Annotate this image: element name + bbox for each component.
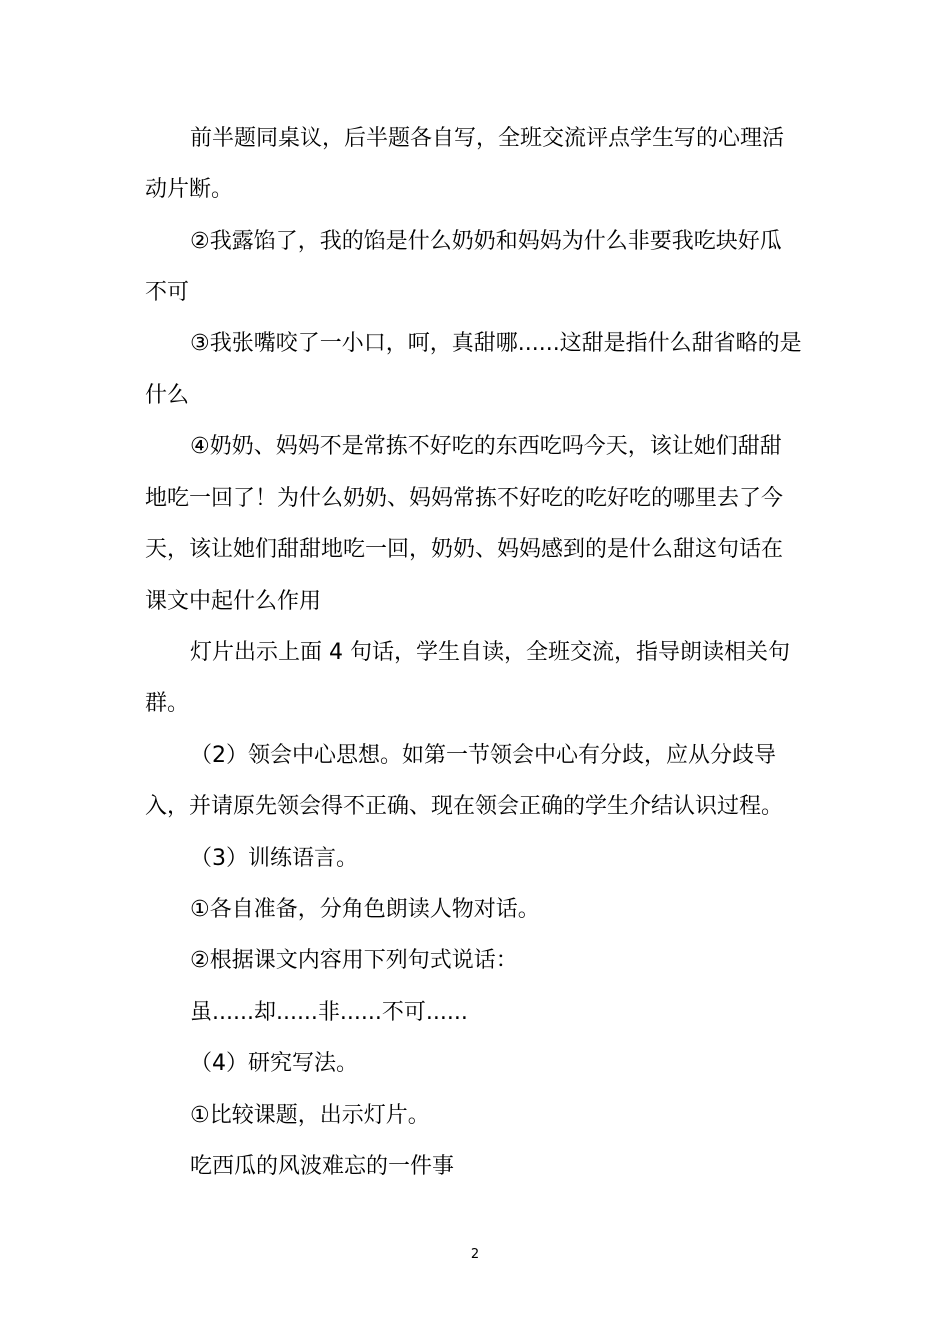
text-line-6: 什么: [145, 383, 190, 408]
text-line-9: 天，该让她们甜甜地吃一回，奶奶、妈妈感到的是什么甜这句话在: [145, 537, 784, 562]
text-line-8: 地吃一回了！为什么奶奶、妈妈常拣不好吃的吃好吃的哪里去了今: [145, 486, 784, 511]
text-line-4: 不可: [145, 280, 190, 305]
text-line-11: 灯片出示上面 4 句话，学生自读，全班交流，指导朗读相关句: [190, 640, 790, 665]
text-line-20: ①比较课题，出示灯片。: [190, 1103, 430, 1128]
text-line-16: ①各自准备，分角色朗读人物对话。: [190, 897, 540, 922]
text-line-15: （3）训练语言。: [190, 846, 358, 871]
text-line-17: ②根据课文内容用下列句式说话：: [190, 948, 518, 973]
text-line-14: 入，并请原先领会得不正确、现在领会正确的学生介结认识过程。: [145, 794, 784, 819]
text-line-19: （4）研究写法。: [190, 1051, 358, 1076]
text-line-13: （2）领会中心思想。如第一节领会中心有分歧，应从分歧导: [190, 743, 776, 768]
text-line-12: 群。: [145, 691, 190, 716]
text-line-3: ②我露馅了，我的馅是什么奶奶和妈妈为什么非要我吃块好瓜: [190, 229, 782, 254]
text-line-10: 课文中起什么作用: [145, 589, 322, 614]
text-line-5: ③我张嘴咬了一小口，呵，真甜哪......这甜是指什么甜省略的是: [190, 331, 802, 356]
text-line-18: 虽......却......非......不可......: [190, 1000, 468, 1025]
text-line-21: 吃西瓜的风波难忘的一件事: [190, 1154, 455, 1179]
text-line-2: 动片断。: [145, 177, 234, 202]
text-line-1: 前半题同桌议，后半题各自写，全班交流评点学生写的心理活: [190, 126, 785, 151]
text-line-7: ④奶奶、妈妈不是常拣不好吃的东西吃吗今天，该让她们甜甜: [190, 434, 782, 459]
page-number: 2: [470, 1247, 480, 1262]
